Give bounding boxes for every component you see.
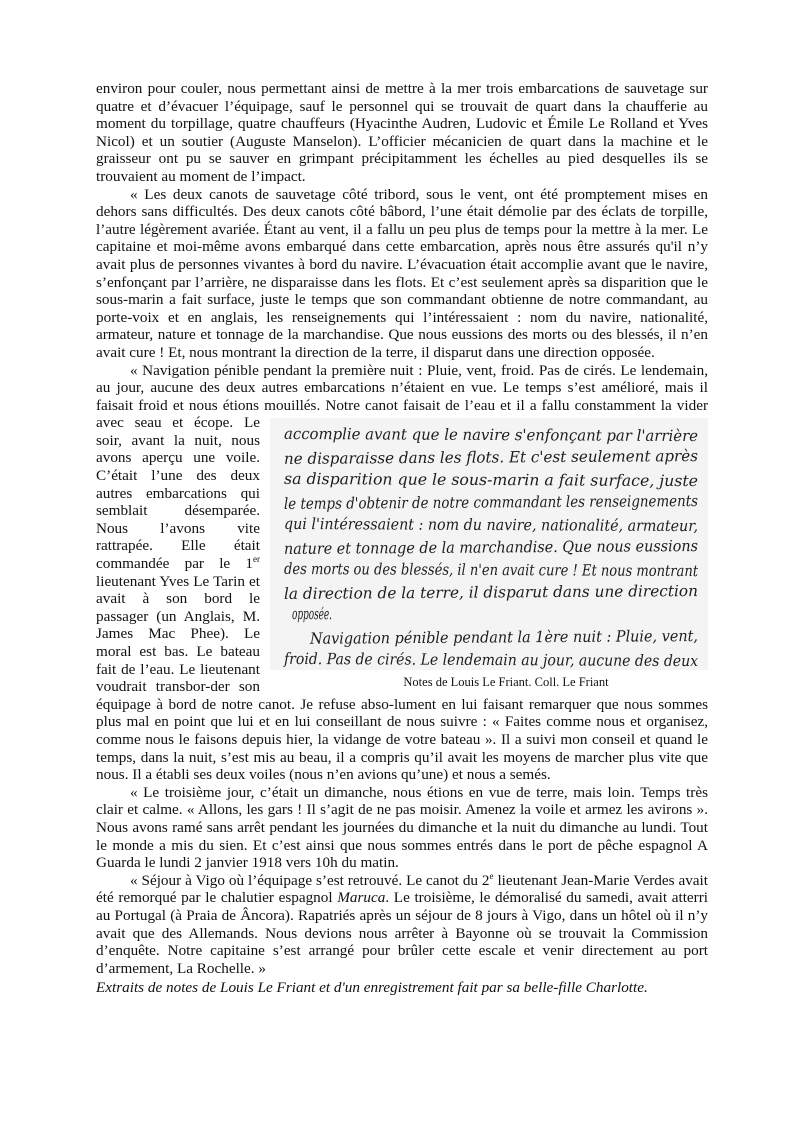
handwriting-line: sa disparition que le sous-marin a fait surface, juste bbox=[283, 470, 693, 491]
paragraph-5 bbox=[96, 872, 708, 978]
handwriting-line: froid. Pas de cirés. Le lendemain au jour, aucune des deux bbox=[283, 650, 743, 671]
handwriting-line: accomplie avant que le navire s'enfonçant par l'arrière bbox=[283, 425, 716, 446]
document-page bbox=[96, 80, 776, 997]
handwriting-line: opposée. bbox=[291, 605, 362, 624]
ordinal-suffix: er bbox=[253, 553, 260, 564]
handwriting-line: ne disparaisse dans les flots. Et c'est seulement après bbox=[283, 447, 709, 469]
paragraph-5-end: . Le troisième, le démoralisé du samedi, avait atterri au Portugal (à Praia de Âncora). Rapatriés après un séjour de 8 jours à Vigo, dans un hôtel où il n’y avait que des Allemands. Nous devions nous arrêter à Bayonne où se trouvait la Commission d’enquête. Notre capitaine s’est arrangé pour brûler cette escale et venir directement au port d’armement, La Rochelle. » bbox=[96, 889, 709, 977]
source-credit: Extraits de notes de Louis Le Friant et d'un enregistrement fait par sa belle-fille Charlotte. bbox=[96, 979, 648, 997]
paragraph-1: environ pour couler, nous permettant ainsi de mettre à la mer trois embarcations de sauvetage sur quatre et d’évacuer l’équipage, sauf le personnel qui se trouvait de quart dans la chaufferie au moment du torpillage, quatre chauffeurs (Hyacinthe Audren, Ludovic et Émile Le Rolland et Yves Nicol) et un soutier (Auguste Manselon). L’officier mécanicien de quart dans la machine et le graisseur ont pu se sauver en grimpant précipitamment les échelles au pied desquelles ils se trouvaient au moment de l’impact. bbox=[96, 80, 708, 185]
handwriting-line: le temps d'obtenir de notre commandant les renseignements bbox=[283, 491, 763, 514]
handwriting-line: Navigation pénible pendant la 1ère nuit : Pluie, vent, bbox=[309, 627, 728, 649]
handwriting-line: nature et tonnage de la marchandise. Que nous eussions bbox=[283, 537, 731, 559]
paragraph-3-start: constamment la vider avec seau et écope. Le soir, avant la nuit, nous avons aperçu une voile. C’était l’une des deux autres embarcations qui semblait désemparée. Nous l’avons vite rattrapée. Elle était commandée par le 1 bbox=[96, 396, 708, 573]
paragraph-5-start: « Séjour à Vigo où l’équipage s’est retrouvé. Le canot du 2 bbox=[130, 871, 490, 889]
paragraph-3-lead: « Navigation pénible pendant la première nuit : Pluie, vent, froid. Pas de cirés. Le lendemain, au jour, aucune des deux autres embarcations n’étaient en vue. Le temps s’est amélioré, mais il faisait froid et nous étions mouillés. Notre canot faisait de l’eau et il a fallu bbox=[96, 361, 708, 414]
paragraph-5-mid: lieutenant Jean-Marie Verdes avait été remorqué par le chalutier espagnol bbox=[96, 871, 708, 907]
figure-caption: Notes de Louis Le Friant. Coll. Le Friant bbox=[403, 675, 609, 690]
handwritten-notes-figure bbox=[270, 418, 776, 690]
handwriting-line: la direction de la terre, il disparut dans une direction bbox=[283, 582, 704, 604]
handwriting-line: des morts ou des blessés, il n'en avait cure ! Et nous montrant bbox=[283, 560, 776, 581]
paragraph-2: « Les deux canots de sauvetage côté tribord, sous le vent, ont été promptement mises en dehors sans difficultés. Des deux canots côté bâbord, l’une était démolie par des éclats de torpille, l’autre légèrement avariée. Étant au vent, il a fallu un peu plus de temps pour la mettre à la mer. Le capitaine et moi-même avons embarqué dans cette embarcation, après nous être assurés qu'il n’y avait plus de personnes vivantes à bord du navire. L’évacuation était accomplie avant que le navire, s’enfonçant par l’arrière, ne disparaisse dans les flots. Et c’est seulement après sa disparition que le sous-marin a fait surface, juste le temps que son commandant obtienne de notre commandant, au porte-voix et en anglais, les renseignements qui l’intéressaient : nom du navire, nationalité, armateur, nature et tonnage de la marchandise. Que nous eussions des morts ou des blessés, il n’en avait cure ! Et, nous montrant la direction de la terre, il disparut dans une direction opposée. bbox=[96, 185, 708, 361]
ordinal-suffix-2: e bbox=[489, 870, 494, 881]
paragraph-4: « Le troisième jour, c’était un dimanche, nous étions en vue de terre, mais loin. Temps très clair et calme. « Allons, les gars ! Il s’agit de ne pas moisir. Amenez la voile et armez les avirons ». Nous avons ramé sans arrêt pendant les journées du dimanche et la nuit du dimanche au lundi. Tout le monde a mis du sien. Et c’est ainsi que nous sommes entrés dans le port de pêche espagnol A Guarda le lundi 2 janvier 1918 vers 10h du matin. bbox=[96, 783, 708, 872]
handwritten-notes-scan bbox=[270, 418, 776, 671]
ship-name: Maruca bbox=[337, 889, 386, 907]
paragraph-3 bbox=[96, 361, 776, 784]
paragraph-3-end: lieutenant Yves Le Tarin et avait à son bord le passager (un Anglais, M. James Mac Phee). Le moral est bas. Le bateau fait de l’eau. Le lieutenant voudrait transbor-der son équipage à bord de notre canot. Je refuse abso-lument en lui faisant remarquer que nous sommes plus mal en point que lui et en lui conseillant de nous suivre : « Faites comme nous et organisez, comme nous le faisons depuis hier, la vidange de votre bateau ». Il a suivi mon conseil et quand le temps, dans la nuit, s’est mis au beau, il a compris qu’il avait les moyens de marcher plus vite que nous. Il a établi ses deux voiles (nous n’en avions qu’une) et nous a semés. bbox=[96, 572, 708, 784]
handwriting-line: qui l'intéressaient : nom du navire, nationalité, armateur, bbox=[283, 515, 735, 536]
